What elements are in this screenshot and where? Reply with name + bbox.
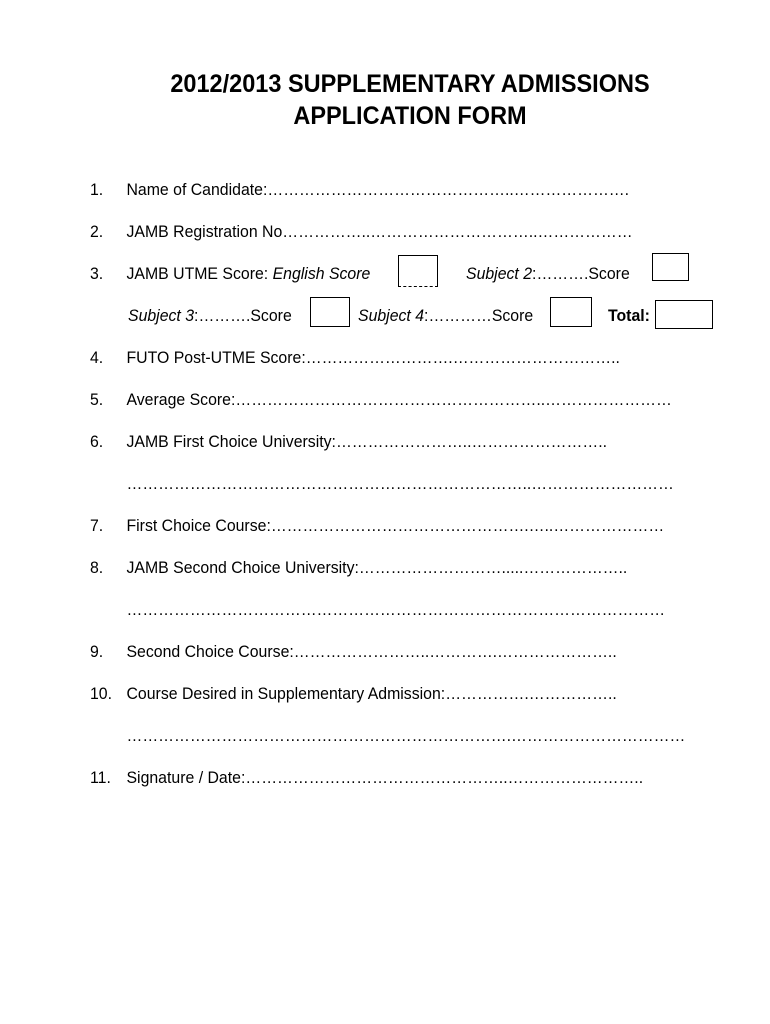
subject-2-score-box[interactable] (652, 253, 689, 281)
item-number: 1. (90, 181, 104, 199)
item-second-choice-course[interactable] (90, 642, 617, 662)
item-name-of-candidate[interactable] (90, 180, 629, 200)
continuation-dots: ……………………………………………………………….…………………………… (126, 727, 686, 745)
item-futo-post-utme-score[interactable] (90, 348, 620, 368)
item-number: 4. (90, 349, 104, 367)
item-first-choice-course[interactable] (90, 516, 664, 536)
subject-2-dots: :………. (532, 265, 589, 283)
subject-4-dots: :………… (424, 307, 492, 325)
item-label: Average Score:…………………………………………………..…………………… (126, 391, 672, 409)
item-label: JAMB Registration No……………..…………………………..……………… (126, 223, 633, 241)
form-title-line-2: APPLICATION FORM (293, 102, 527, 130)
item-label: JAMB First Choice University:……………………..…………………….. (126, 433, 608, 451)
item-jamb-second-choice-university[interactable] (90, 558, 627, 578)
english-score-box[interactable] (398, 255, 438, 287)
item-label: JAMB Second Choice University:……………………….....……………….. (126, 559, 628, 577)
total-row (608, 306, 650, 326)
item-average-score[interactable] (90, 390, 672, 410)
subject-2-row (466, 264, 630, 284)
subject-2-label: Subject 2 (466, 265, 533, 283)
subject-4-score-box[interactable] (550, 297, 592, 327)
item-jamb-utme-score (90, 264, 370, 284)
item-number: 11. (90, 769, 111, 787)
subject-3-score-label: Score (250, 307, 292, 325)
item-jamb-first-choice-university[interactable] (90, 432, 607, 452)
subject-3-row (128, 306, 292, 326)
item-label: Course Desired in Supplementary Admission:…………….…………….. (126, 685, 617, 703)
subject-2-score-label: Score (588, 265, 630, 283)
item-number: 5. (90, 391, 104, 409)
item-label: Second Choice Course:……………………..………….………………….. (126, 643, 617, 661)
item-jamb-registration-no[interactable] (90, 222, 633, 242)
item-number: 10. (90, 685, 113, 703)
total-label: Total: (608, 307, 650, 325)
item-continuation-line[interactable] (90, 726, 685, 746)
item-number: 8. (90, 559, 104, 577)
total-score-box[interactable] (655, 300, 713, 329)
subject-3-dots: :………. (194, 307, 251, 325)
item-course-desired[interactable] (90, 684, 617, 704)
subject-3-score-box[interactable] (310, 297, 350, 327)
item-continuation-line[interactable] (90, 474, 674, 494)
item-number: 6. (90, 433, 104, 451)
subject-4-score-label: Score (491, 307, 534, 325)
item-label: Name of Candidate:………………………………………..…………………. (126, 181, 630, 199)
item-continuation-line[interactable] (90, 600, 665, 620)
subject-3-label: Subject 3 (128, 307, 195, 325)
item-number: 9. (90, 643, 104, 661)
utme-score-label: JAMB UTME Score: (126, 265, 273, 283)
item-number: 7. (90, 517, 104, 535)
subject-4-row (358, 306, 533, 326)
item-signature-date[interactable] (90, 768, 643, 788)
item-number: 3. (90, 265, 104, 283)
continuation-dots: ………………………………………………………………………………………… (126, 601, 666, 619)
form-title-line-1: 2012/2013 SUPPLEMENTARY ADMISSIONS (170, 70, 650, 98)
item-label: First Choice Course:………………………………………….…..………………… (126, 517, 665, 535)
english-score-label: English Score (272, 265, 371, 283)
item-label: FUTO Post-UTME Score:……………………….………………………….. (126, 349, 620, 367)
item-number: 2. (90, 223, 104, 241)
subject-4-label: Subject 4 (358, 307, 425, 325)
continuation-dots: …………………………………………………………………..……………………… (126, 475, 674, 493)
item-label: Signature / Date:…………………………………………..…………………….. (126, 769, 644, 787)
